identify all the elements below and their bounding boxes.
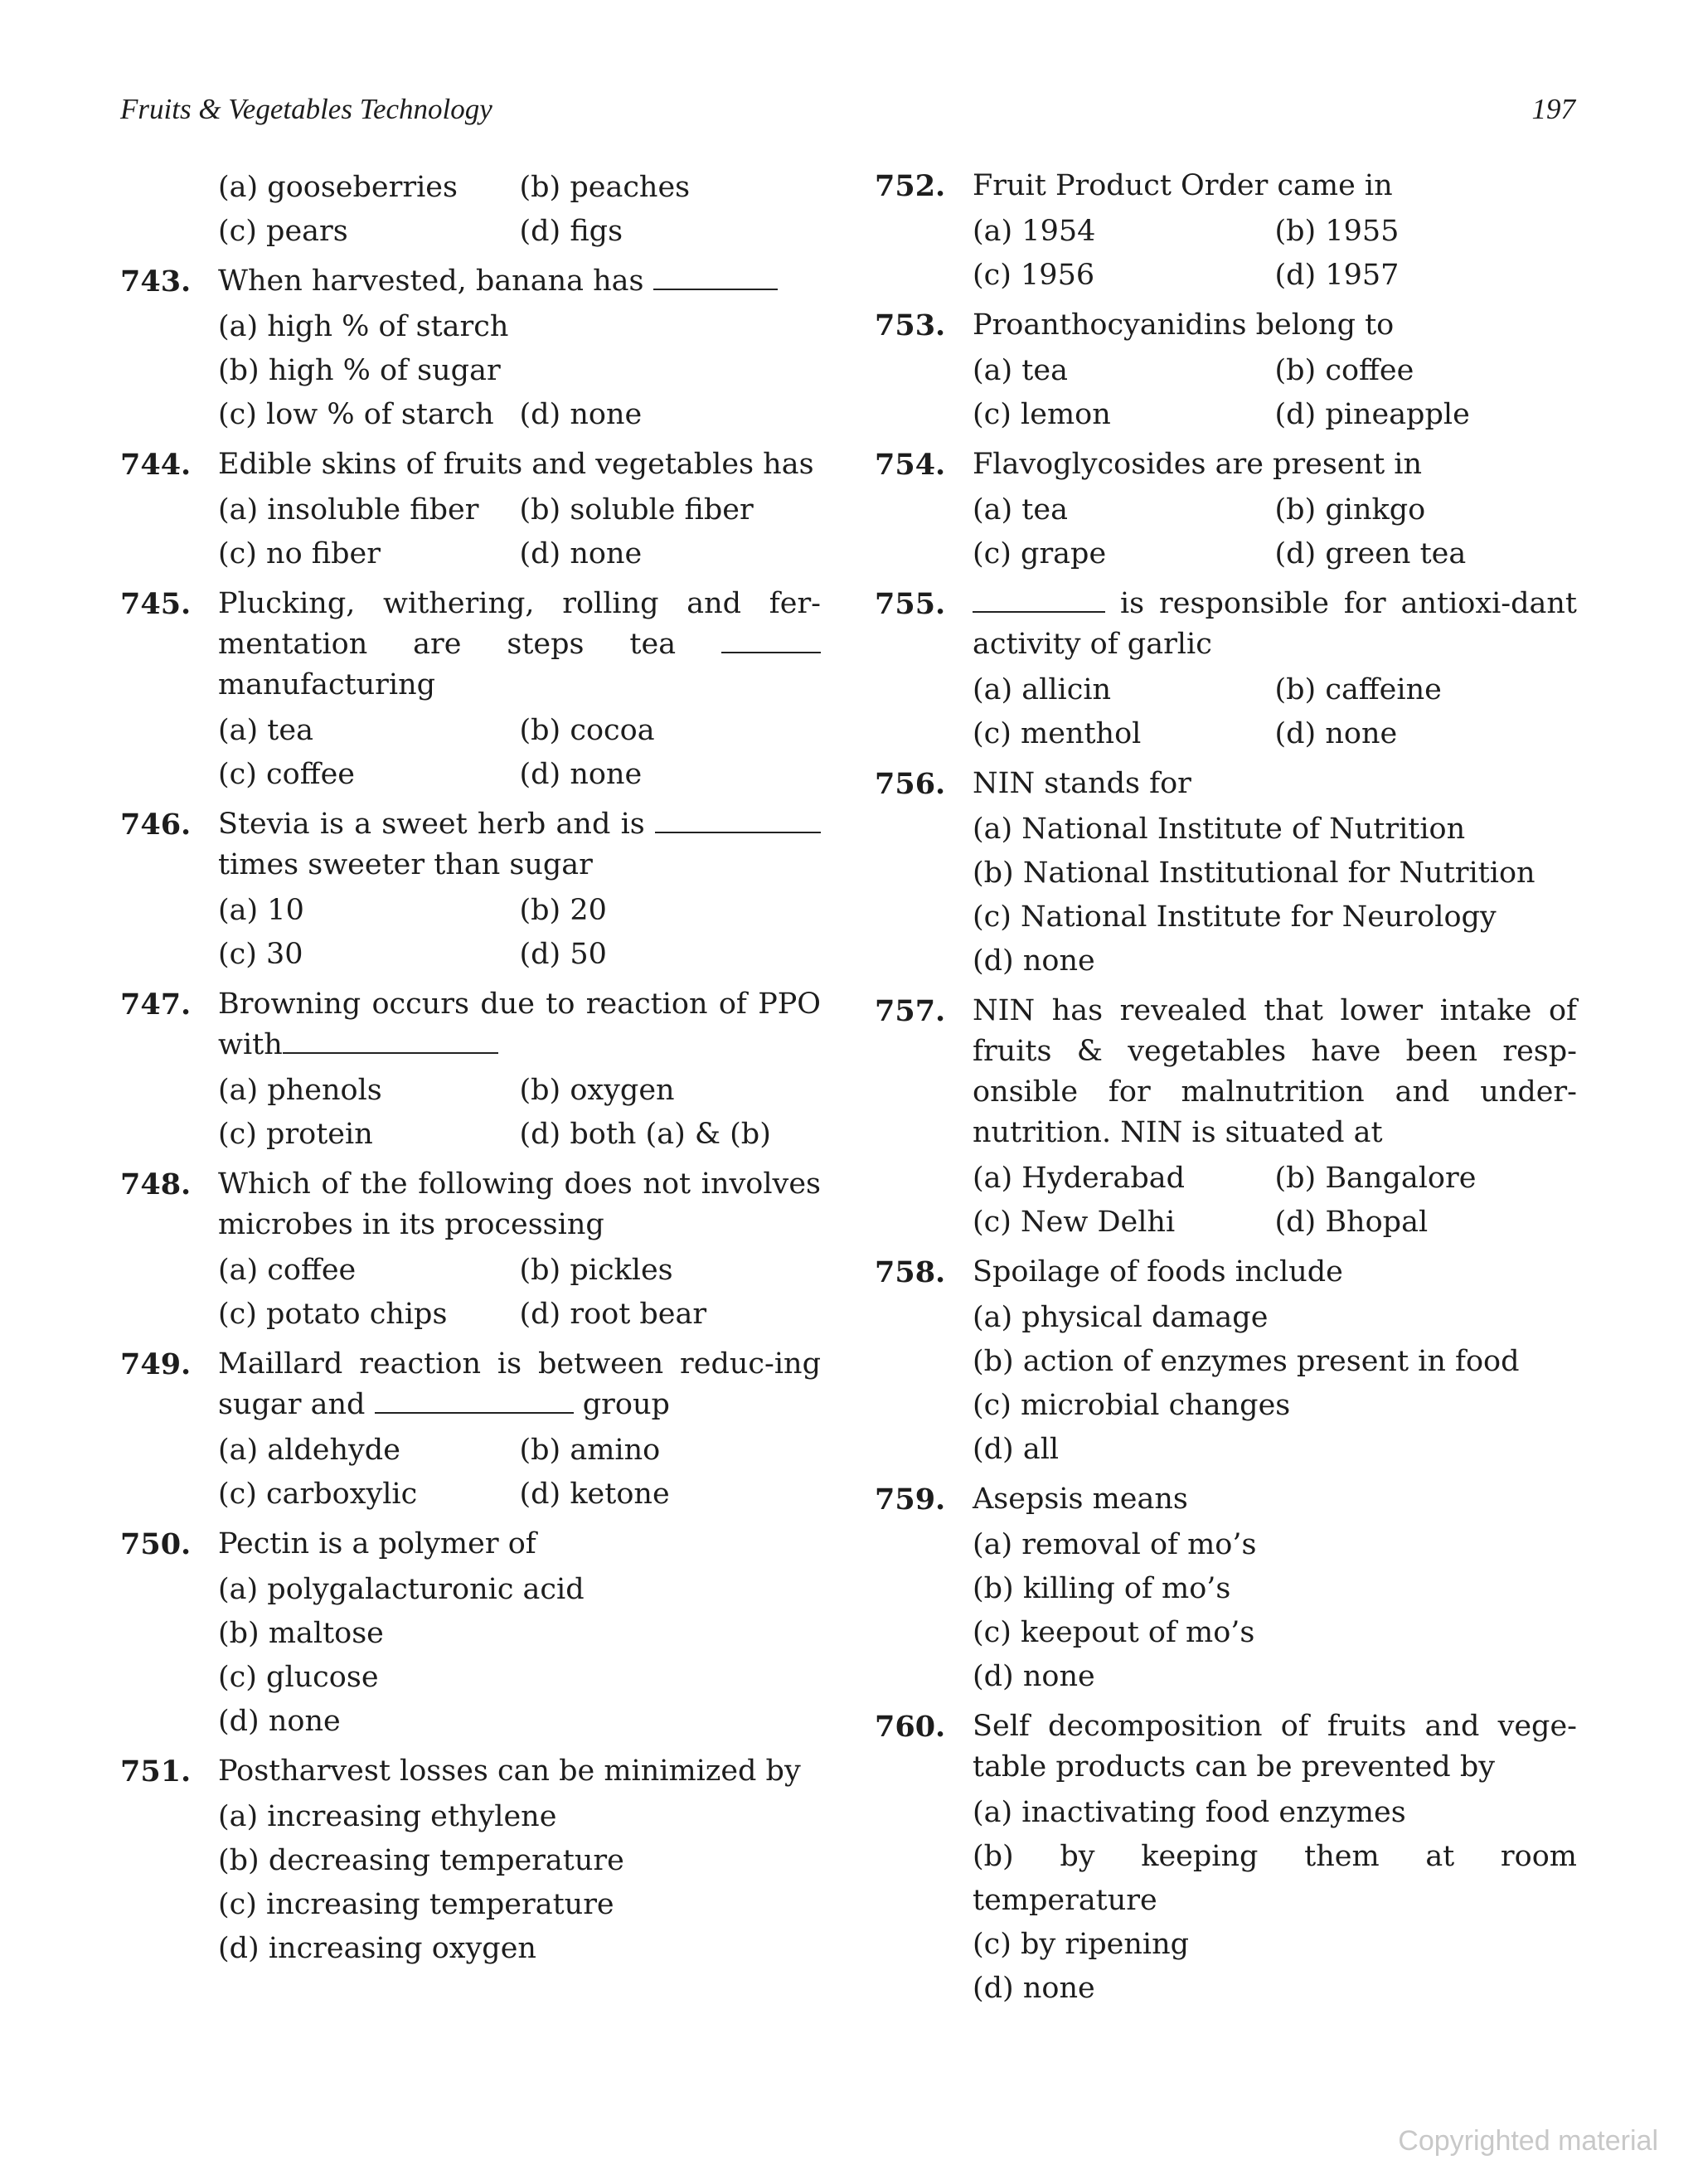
question-text: is responsible for antioxi-dant activity of garlic <box>973 587 1577 661</box>
answer-blank <box>653 264 778 290</box>
question-text: Asepsis means <box>973 1483 1188 1516</box>
option-b: (b) cocoa <box>519 714 655 747</box>
option-a: (a) National Institute of Nutrition <box>973 813 1466 846</box>
option-d: (d) green tea <box>1274 537 1467 570</box>
question-749 <box>120 1344 821 1517</box>
option-a: (a) polygalacturonic acid <box>218 1573 585 1606</box>
answer-blank <box>721 627 821 653</box>
question-number: 744. <box>120 448 192 482</box>
option-b: (b) ginkgo <box>1274 493 1426 527</box>
question-number: 753. <box>875 308 946 342</box>
question-text: Spoilage of foods include <box>973 1255 1343 1289</box>
question-746 <box>120 804 821 977</box>
option-a: (a) Hyderabad <box>973 1162 1185 1195</box>
question-752 <box>875 166 1577 298</box>
option-c: (c) National Institute for Neurology <box>973 900 1497 934</box>
option-b: (b) 1955 <box>1274 215 1400 248</box>
option-a: (a) physical damage <box>973 1301 1269 1334</box>
question-number: 751. <box>120 1754 192 1788</box>
question-748 <box>120 1164 821 1337</box>
answer-blank <box>375 1387 574 1414</box>
question-number: 743. <box>120 265 192 298</box>
option-d: (d) none <box>519 758 643 791</box>
option-c: (c) low % of starch <box>218 398 494 431</box>
question-text: Plucking, withering, rolling and fer-mentation are steps tea manufacturing <box>218 587 821 701</box>
option-c: (c) lemon <box>973 398 1111 431</box>
option-d: (d) 50 <box>519 938 607 971</box>
option-c: (c) keepout of mo’s <box>973 1616 1255 1649</box>
option-b: (b) caffeine <box>1274 673 1442 706</box>
question-number: 754. <box>875 448 946 482</box>
question-text: Stevia is a sweet herb and is times sweeter than sugar <box>218 804 821 886</box>
option-b: (b) maltose <box>218 1617 384 1650</box>
option-d: (d) none <box>973 944 1095 978</box>
option-d: (d) none <box>973 1972 1095 2005</box>
question-text: Which of the following does not involves microbes in its processing <box>218 1167 821 1241</box>
option-b: (b) amino <box>519 1434 661 1467</box>
option-d: (d) none <box>519 398 643 431</box>
running-header <box>120 93 1575 134</box>
question-text: Browning occurs due to reaction of PPO with <box>218 988 821 1061</box>
answer-blank <box>973 586 1105 613</box>
option-a: (a) tea <box>973 493 1068 527</box>
question-744 <box>120 444 821 576</box>
option-c: (c) 30 <box>218 938 303 971</box>
question-754 <box>875 444 1577 576</box>
option-c: (c) menthol <box>973 717 1142 750</box>
question-751 <box>120 1751 821 1971</box>
option-b: (b) Bangalore <box>1274 1162 1477 1195</box>
option-c: (c) no fiber <box>218 537 381 570</box>
option-c: (c) 1956 <box>973 259 1095 292</box>
option-b: (b) killing of mo’s <box>973 1572 1231 1605</box>
book-title: Fruits & Vegetables Technology <box>120 93 492 125</box>
answer-blank <box>655 807 821 833</box>
question-text: Postharvest losses can be minimized by <box>218 1754 801 1788</box>
option-b: (b) peaches <box>519 171 691 204</box>
option-c: (c) New Delhi <box>973 1206 1176 1239</box>
page-number: 197 <box>1531 93 1575 125</box>
option-d: (d) ketone <box>519 1478 670 1511</box>
option-a: (a) 1954 <box>973 215 1096 248</box>
question-757 <box>875 991 1577 1245</box>
question-text: NIN stands for <box>973 767 1191 800</box>
question-760 <box>875 1706 1577 2011</box>
option-d: (d) none <box>519 537 643 570</box>
question-number: 755. <box>875 587 946 621</box>
option-a: (a) tea <box>218 714 313 747</box>
option-d: (d) increasing oxygen <box>218 1932 536 1965</box>
option-a: (a) allicin <box>973 673 1112 706</box>
question-753 <box>875 305 1577 437</box>
option-c: (c) grape <box>973 537 1107 570</box>
question-747 <box>120 984 821 1157</box>
option-b: (b) by keeping them at room temperature <box>973 1840 1577 1917</box>
option-d: (d) none <box>1274 717 1398 750</box>
question-number: 750. <box>120 1527 192 1561</box>
question-number: 747. <box>120 988 192 1022</box>
option-d: (d) all <box>973 1433 1060 1466</box>
option-c: (c) coffee <box>218 758 356 791</box>
question-text: Fruit Product Order came in <box>973 169 1393 202</box>
question-number: 745. <box>120 587 192 621</box>
left-column <box>120 166 821 1978</box>
question-743 <box>120 261 821 437</box>
answer-blank <box>283 1027 498 1054</box>
option-c: (c) microbial changes <box>973 1389 1291 1422</box>
question-text: When harvested, banana has <box>218 261 821 302</box>
option-d: (d) root bear <box>519 1298 707 1331</box>
option-a: (a) increasing ethylene <box>218 1800 557 1833</box>
option-d: (d) figs <box>519 215 623 248</box>
question-755 <box>875 584 1577 756</box>
option-d: (d) none <box>218 1705 341 1738</box>
option-a: (a) gooseberries <box>218 171 458 204</box>
option-b: (b) pickles <box>519 1254 673 1287</box>
question-text: Flavoglycosides are present in <box>973 448 1423 481</box>
continued-options <box>120 166 821 254</box>
option-c: (c) increasing temperature <box>218 1888 614 1921</box>
option-d: (d) none <box>973 1660 1095 1693</box>
question-number: 749. <box>120 1347 192 1381</box>
question-750 <box>120 1524 821 1744</box>
option-a: (a) tea <box>973 354 1068 387</box>
question-text: NIN has revealed that lower intake of fruits & vegetables have been resp-onsible for malnutrition and under-nutrition. NIN is situated at <box>973 994 1577 1149</box>
question-number: 756. <box>875 767 946 801</box>
question-756 <box>875 764 1577 983</box>
option-a: (a) coffee <box>218 1254 357 1287</box>
question-759 <box>875 1479 1577 1699</box>
option-c: (c) pears <box>218 215 348 248</box>
question-text: Edible skins of fruits and vegetables has <box>218 448 814 481</box>
copyright-watermark: Copyrighted material <box>1398 2125 1658 2157</box>
option-b: (b) action of enzymes present in food <box>973 1345 1520 1378</box>
option-d: (d) Bhopal <box>1274 1206 1429 1239</box>
option-c: (c) by ripening <box>973 1928 1190 1961</box>
question-number: 757. <box>875 994 946 1028</box>
option-a: (a) inactivating food enzymes <box>973 1796 1406 1829</box>
option-b: (b) decreasing temperature <box>218 1844 624 1877</box>
question-number: 760. <box>875 1710 946 1744</box>
option-b: (b) high % of sugar <box>218 354 501 387</box>
option-b: (b) coffee <box>1274 354 1414 387</box>
option-b: (b) oxygen <box>519 1074 675 1107</box>
option-b: (b) National Institutional for Nutrition <box>973 857 1535 890</box>
question-text: Pectin is a polymer of <box>218 1527 536 1560</box>
option-c: (c) glucose <box>218 1661 379 1694</box>
option-c: (c) potato chips <box>218 1298 448 1331</box>
option-a: (a) aldehyde <box>218 1434 400 1467</box>
option-d: (d) pineapple <box>1274 398 1470 431</box>
question-745 <box>120 584 821 797</box>
option-a: (a) 10 <box>218 894 304 927</box>
right-column <box>875 166 1577 2018</box>
question-number: 758. <box>875 1255 946 1289</box>
option-a: (a) high % of starch <box>218 310 509 343</box>
question-758 <box>875 1252 1577 1472</box>
question-number: 748. <box>120 1167 192 1201</box>
option-a: (a) insoluble fiber <box>218 493 479 527</box>
question-text: Self decomposition of fruits and vege-table products can be prevented by <box>973 1710 1577 1784</box>
option-c: (c) protein <box>218 1118 373 1151</box>
question-text: Proanthocyanidins belong to <box>973 308 1395 342</box>
question-number: 752. <box>875 169 946 203</box>
option-a: (a) removal of mo’s <box>973 1528 1257 1561</box>
option-a: (a) phenols <box>218 1074 382 1107</box>
option-b: (b) 20 <box>519 894 607 927</box>
question-number: 746. <box>120 808 192 842</box>
question-number: 759. <box>875 1483 946 1517</box>
option-d: (d) 1957 <box>1274 259 1400 292</box>
question-text: Maillard reaction is between reduc-ing sugar and group <box>218 1347 821 1421</box>
option-c: (c) carboxylic <box>218 1478 418 1511</box>
option-b: (b) soluble fiber <box>519 493 754 527</box>
option-d: (d) both (a) & (b) <box>519 1118 771 1151</box>
